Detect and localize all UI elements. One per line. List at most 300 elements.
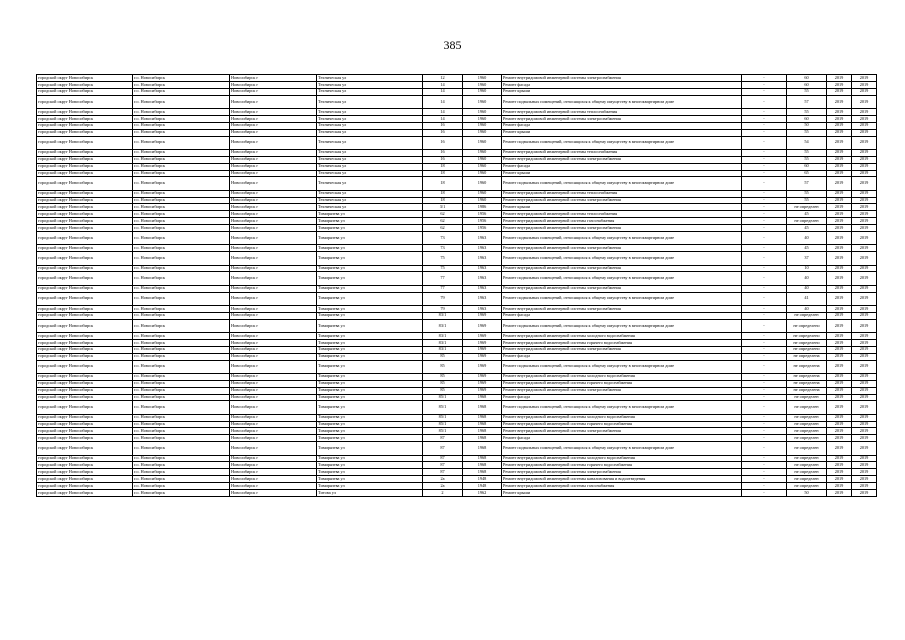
cost-cell: не определен <box>787 218 827 225</box>
start-year-cell: 2019 <box>827 75 852 82</box>
dash-cell: - <box>742 360 787 373</box>
year-cell: 1960 <box>463 156 502 163</box>
end-year-cell: 2019 <box>852 319 877 332</box>
year-cell: 1969 <box>463 373 502 380</box>
start-year-cell: 2019 <box>827 225 852 232</box>
house-number-cell: 16 <box>423 136 463 149</box>
house-number-cell: 85/1 <box>423 401 463 414</box>
city-cell: г.о. Новосибирск <box>133 435 230 442</box>
district-cell: городской округ Новосибирск <box>37 455 133 462</box>
district-cell: городской округ Новосибирск <box>37 360 133 373</box>
cost-cell: 54 <box>787 136 827 149</box>
cost-cell: не определен <box>787 428 827 435</box>
cost-cell: не определен <box>787 394 827 401</box>
end-year-cell: 2019 <box>852 115 877 122</box>
cost-cell: 40 <box>787 285 827 292</box>
district-cell: городской округ Новосибирск <box>37 122 133 129</box>
cost-cell: не определен <box>787 401 827 414</box>
cost-cell: не определен <box>787 455 827 462</box>
street-cell: Тимирязева ул <box>317 319 423 332</box>
start-year-cell: 2019 <box>827 394 852 401</box>
dash-cell: - <box>742 373 787 380</box>
house-number-cell: 87 <box>423 442 463 455</box>
street-cell: Тимирязева ул <box>317 346 423 353</box>
year-cell: 1960 <box>463 197 502 204</box>
start-year-cell: 2019 <box>827 476 852 483</box>
street-cell: Тимирязева ул <box>317 476 423 483</box>
year-cell: 1968 <box>463 428 502 435</box>
city-cell: г.о. Новосибирск <box>133 462 230 469</box>
work-type-cell: Ремонт подвальных помещений, относящихся к общему имуществу в многоквартирном доме <box>502 292 742 305</box>
house-number-cell: 14 <box>423 95 463 108</box>
dash-cell: - <box>742 394 787 401</box>
house-number-cell: 85/1 <box>423 421 463 428</box>
dash-cell: - <box>742 81 787 88</box>
street-cell: Тимирязева ул <box>317 469 423 476</box>
end-year-cell: 2019 <box>852 163 877 170</box>
street-cell: Тимирязева ул <box>317 387 423 394</box>
street-cell: Титова ул <box>317 490 423 497</box>
dash-cell: - <box>742 380 787 387</box>
table-row <box>37 380 877 387</box>
work-type-cell: Ремонт фасада <box>502 312 742 319</box>
start-year-cell: 2019 <box>827 232 852 245</box>
house-number-cell: 18 <box>423 177 463 190</box>
street-cell: Тимирязева ул <box>317 225 423 232</box>
year-cell: 1956 <box>463 218 502 225</box>
repair-register-table <box>36 74 877 497</box>
work-type-cell: Ремонт внутридомовой инженерной системы газоснабжения <box>502 218 742 225</box>
house-number-cell: 62 <box>423 218 463 225</box>
start-year-cell: 2019 <box>827 332 852 339</box>
cost-cell: не определен <box>787 312 827 319</box>
locality-cell: Новосибирск г <box>230 332 317 339</box>
work-type-cell: Ремонт внутридомовой инженерной системы теплоснабжения <box>502 149 742 156</box>
cost-cell: не определена <box>787 360 827 373</box>
locality-cell: Новосибирск г <box>230 285 317 292</box>
street-cell: Техническая ул <box>317 122 423 129</box>
city-cell: г.о. Новосибирск <box>133 490 230 497</box>
district-cell: городской округ Новосибирск <box>37 88 133 95</box>
locality-cell: Новосибирск г <box>230 428 317 435</box>
year-cell: 1963 <box>463 305 502 312</box>
locality-cell: Новосибирск г <box>230 177 317 190</box>
district-cell: городской округ Новосибирск <box>37 108 133 115</box>
year-cell: 1960 <box>463 136 502 149</box>
cost-cell: не определен <box>787 204 827 211</box>
dash-cell: - <box>742 170 787 177</box>
street-cell: Техническая ул <box>317 115 423 122</box>
year-cell: 1960 <box>463 75 502 82</box>
end-year-cell: 2019 <box>852 428 877 435</box>
end-year-cell: 2019 <box>852 346 877 353</box>
end-year-cell: 2019 <box>852 401 877 414</box>
start-year-cell: 2019 <box>827 312 852 319</box>
dash-cell: - <box>742 232 787 245</box>
year-cell: 1968 <box>463 435 502 442</box>
street-cell: Техническая ул <box>317 108 423 115</box>
year-cell: 1963 <box>463 285 502 292</box>
dash-cell: - <box>742 469 787 476</box>
house-number-cell: 75 <box>423 265 463 272</box>
city-cell: г.о. Новосибирск <box>133 136 230 149</box>
city-cell: г.о. Новосибирск <box>133 285 230 292</box>
street-cell: Тимирязева ул <box>317 211 423 218</box>
end-year-cell: 2019 <box>852 462 877 469</box>
locality-cell: Новосибирск г <box>230 170 317 177</box>
start-year-cell: 2019 <box>827 129 852 136</box>
cost-cell: не определен <box>787 469 827 476</box>
table-row <box>37 346 877 353</box>
street-cell: Тимирязева ул <box>317 252 423 265</box>
dash-cell: - <box>742 204 787 211</box>
work-type-cell: Ремонт крыши <box>502 170 742 177</box>
street-cell: Техническая ул <box>317 177 423 190</box>
city-cell: г.о. Новосибирск <box>133 163 230 170</box>
district-cell: городской округ Новосибирск <box>37 177 133 190</box>
table-row <box>37 218 877 225</box>
work-type-cell: Ремонт крыши <box>502 129 742 136</box>
street-cell: Тимирязева ул <box>317 218 423 225</box>
work-type-cell: Ремонт внутридомовой инженерной системы электроснабжения <box>502 285 742 292</box>
dash-cell: - <box>742 483 787 490</box>
work-type-cell: Ремонт фасада <box>502 353 742 360</box>
city-cell: г.о. Новосибирск <box>133 156 230 163</box>
year-cell: 1969 <box>463 346 502 353</box>
end-year-cell: 2019 <box>852 245 877 252</box>
dash-cell: - <box>742 115 787 122</box>
work-type-cell: Ремонт внутридомовой инженерной системы электроснабжения <box>502 265 742 272</box>
house-number-cell: 14 <box>423 115 463 122</box>
house-number-cell: 16 <box>423 156 463 163</box>
table-row <box>37 292 877 305</box>
work-type-cell: Ремонт фасада <box>502 122 742 129</box>
district-cell: городской округ Новосибирск <box>37 95 133 108</box>
locality-cell: Новосибирск г <box>230 483 317 490</box>
year-cell: 1960 <box>463 177 502 190</box>
city-cell: г.о. Новосибирск <box>133 442 230 455</box>
cost-cell: 57 <box>787 177 827 190</box>
cost-cell: 55 <box>787 88 827 95</box>
district-cell: городской округ Новосибирск <box>37 225 133 232</box>
locality-cell: Новосибирск г <box>230 81 317 88</box>
street-cell: Тимирязева ул <box>317 442 423 455</box>
work-type-cell: Ремонт внутридомовой инженерной системы электроснабжения <box>502 346 742 353</box>
end-year-cell: 2019 <box>852 122 877 129</box>
end-year-cell: 2019 <box>852 469 877 476</box>
table-row <box>37 88 877 95</box>
dash-cell: - <box>742 156 787 163</box>
city-cell: г.о. Новосибирск <box>133 197 230 204</box>
locality-cell: Новосибирск г <box>230 490 317 497</box>
table-row <box>37 490 877 497</box>
cost-cell: 55 <box>787 149 827 156</box>
year-cell: 1960 <box>463 190 502 197</box>
district-cell: городской округ Новосибирск <box>37 285 133 292</box>
city-cell: г.о. Новосибирск <box>133 401 230 414</box>
city-cell: г.о. Новосибирск <box>133 75 230 82</box>
locality-cell: Новосибирск г <box>230 232 317 245</box>
year-cell: 1960 <box>463 88 502 95</box>
start-year-cell: 2019 <box>827 177 852 190</box>
city-cell: г.о. Новосибирск <box>133 108 230 115</box>
year-cell: 1968 <box>463 469 502 476</box>
table-row <box>37 442 877 455</box>
table-row <box>37 115 877 122</box>
dash-cell: - <box>742 129 787 136</box>
house-number-cell: 16 <box>423 129 463 136</box>
cost-cell: 65 <box>787 170 827 177</box>
table-row <box>37 108 877 115</box>
year-cell: 1968 <box>463 414 502 421</box>
district-cell: городской округ Новосибирск <box>37 421 133 428</box>
city-cell: г.о. Новосибирск <box>133 272 230 285</box>
start-year-cell: 2019 <box>827 122 852 129</box>
street-cell: Тимирязева ул <box>317 360 423 373</box>
table-row <box>37 414 877 421</box>
dash-cell: - <box>742 305 787 312</box>
start-year-cell: 2019 <box>827 401 852 414</box>
year-cell: 1963 <box>463 252 502 265</box>
house-number-cell: 85 <box>423 373 463 380</box>
street-cell: Техническая ул <box>317 129 423 136</box>
work-type-cell: Ремонт внутридомовой инженерной системы горячего водоснабжения <box>502 380 742 387</box>
street-cell: Тимирязева ул <box>317 312 423 319</box>
start-year-cell: 2019 <box>827 170 852 177</box>
start-year-cell: 2019 <box>827 81 852 88</box>
table-row <box>37 75 877 82</box>
end-year-cell: 2019 <box>852 455 877 462</box>
house-number-cell: 16 <box>423 149 463 156</box>
end-year-cell: 2019 <box>852 435 877 442</box>
district-cell: городской округ Новосибирск <box>37 204 133 211</box>
register-body <box>37 75 877 497</box>
locality-cell: Новосибирск г <box>230 95 317 108</box>
end-year-cell: 2019 <box>852 177 877 190</box>
end-year-cell: 2019 <box>852 339 877 346</box>
year-cell: 1969 <box>463 339 502 346</box>
house-number-cell: 16 <box>423 122 463 129</box>
city-cell: г.о. Новосибирск <box>133 88 230 95</box>
street-cell: Тимирязева ул <box>317 292 423 305</box>
work-type-cell: Ремонт внутридомовой инженерной системы теплоснабжения <box>502 211 742 218</box>
locality-cell: Новосибирск г <box>230 108 317 115</box>
table-row <box>37 319 877 332</box>
dash-cell: - <box>742 401 787 414</box>
work-type-cell: Ремонт внутридомовой инженерной системы электроснабжения <box>502 428 742 435</box>
dash-cell: - <box>742 265 787 272</box>
start-year-cell: 2019 <box>827 204 852 211</box>
year-cell: 1968 <box>463 394 502 401</box>
street-cell: Тимирязева ул <box>317 332 423 339</box>
year-cell: 1960 <box>463 122 502 129</box>
cost-cell: 55 <box>787 108 827 115</box>
start-year-cell: 2019 <box>827 197 852 204</box>
start-year-cell: 2019 <box>827 108 852 115</box>
table-row <box>37 394 877 401</box>
district-cell: городской округ Новосибирск <box>37 75 133 82</box>
city-cell: г.о. Новосибирск <box>133 360 230 373</box>
dash-cell: - <box>742 312 787 319</box>
district-cell: городской округ Новосибирск <box>37 435 133 442</box>
year-cell: 1963 <box>463 265 502 272</box>
cost-cell: 45 <box>787 245 827 252</box>
city-cell: г.о. Новосибирск <box>133 380 230 387</box>
district-cell: городской округ Новосибирск <box>37 442 133 455</box>
city-cell: г.о. Новосибирск <box>133 455 230 462</box>
year-cell: 1960 <box>463 95 502 108</box>
table-row <box>37 476 877 483</box>
year-cell: 1962 <box>463 490 502 497</box>
house-number-cell: 83/1 <box>423 319 463 332</box>
house-number-cell: 77 <box>423 285 463 292</box>
year-cell: 1969 <box>463 353 502 360</box>
start-year-cell: 2019 <box>827 469 852 476</box>
locality-cell: Новосибирск г <box>230 394 317 401</box>
end-year-cell: 2019 <box>852 218 877 225</box>
start-year-cell: 2019 <box>827 272 852 285</box>
table-row <box>37 129 877 136</box>
cost-cell: 50 <box>787 490 827 497</box>
year-cell: 1960 <box>463 81 502 88</box>
city-cell: г.о. Новосибирск <box>133 265 230 272</box>
street-cell: Техническая ул <box>317 190 423 197</box>
end-year-cell: 2019 <box>852 305 877 312</box>
year-cell: 1948 <box>463 476 502 483</box>
street-cell: Техническая ул <box>317 88 423 95</box>
locality-cell: Новосибирск г <box>230 190 317 197</box>
street-cell: Тимирязева ул <box>317 414 423 421</box>
work-type-cell: Ремонт внутридомовой инженерной системы холодного водоснабжения <box>502 414 742 421</box>
city-cell: г.о. Новосибирск <box>133 218 230 225</box>
work-type-cell: Ремонт подвальных помещений, относящихся к общему имуществу в многоквартирном доме <box>502 319 742 332</box>
table-row <box>37 455 877 462</box>
house-number-cell: 14 <box>423 81 463 88</box>
year-cell: 1960 <box>463 163 502 170</box>
end-year-cell: 2019 <box>852 170 877 177</box>
district-cell: городской округ Новосибирск <box>37 190 133 197</box>
year-cell: 1968 <box>463 421 502 428</box>
work-type-cell: Ремонт подвальных помещений, относящихся к общему имуществу в многоквартирном доме <box>502 272 742 285</box>
year-cell: 1969 <box>463 360 502 373</box>
district-cell: городской округ Новосибирск <box>37 339 133 346</box>
dash-cell: - <box>742 88 787 95</box>
house-number-cell: 87 <box>423 462 463 469</box>
end-year-cell: 2019 <box>852 312 877 319</box>
street-cell: Тимирязева ул <box>317 462 423 469</box>
table-row <box>37 252 877 265</box>
year-cell: 1986 <box>463 204 502 211</box>
cost-cell: 60 <box>787 75 827 82</box>
cost-cell: 40 <box>787 232 827 245</box>
dash-cell: - <box>742 75 787 82</box>
dash-cell: - <box>742 421 787 428</box>
house-number-cell: 87 <box>423 435 463 442</box>
work-type-cell: Ремонт внутридомовой инженерной системы электроснабжения <box>502 197 742 204</box>
house-number-cell: 83/1 <box>423 332 463 339</box>
table-row <box>37 373 877 380</box>
locality-cell: Новосибирск г <box>230 204 317 211</box>
end-year-cell: 2019 <box>852 149 877 156</box>
house-number-cell: 18 <box>423 163 463 170</box>
dash-cell: - <box>742 285 787 292</box>
start-year-cell: 2019 <box>827 421 852 428</box>
locality-cell: Новосибирск г <box>230 469 317 476</box>
district-cell: городской округ Новосибирск <box>37 476 133 483</box>
year-cell: 1969 <box>463 380 502 387</box>
start-year-cell: 2019 <box>827 285 852 292</box>
dash-cell: - <box>742 149 787 156</box>
district-cell: городской округ Новосибирск <box>37 414 133 421</box>
dash-cell: - <box>742 414 787 421</box>
cost-cell: не определена <box>787 353 827 360</box>
district-cell: городской округ Новосибирск <box>37 149 133 156</box>
cost-cell: 45 <box>787 211 827 218</box>
city-cell: г.о. Новосибирск <box>133 245 230 252</box>
work-type-cell: Ремонт подвальных помещений, относящихся к общему имуществу в многоквартирном доме <box>502 136 742 149</box>
end-year-cell: 2019 <box>852 225 877 232</box>
city-cell: г.о. Новосибирск <box>133 122 230 129</box>
cost-cell: 55 <box>787 129 827 136</box>
locality-cell: Новосибирск г <box>230 455 317 462</box>
street-cell: Тимирязева ул <box>317 339 423 346</box>
city-cell: г.о. Новосибирск <box>133 204 230 211</box>
dash-cell: - <box>742 95 787 108</box>
start-year-cell: 2019 <box>827 380 852 387</box>
work-type-cell: Ремонт крыши <box>502 204 742 211</box>
end-year-cell: 2019 <box>852 81 877 88</box>
work-type-cell: Ремонт внутридомовой инженерной системы горячего водоснабжения <box>502 462 742 469</box>
locality-cell: Новосибирск г <box>230 75 317 82</box>
city-cell: г.о. Новосибирск <box>133 339 230 346</box>
start-year-cell: 2019 <box>827 95 852 108</box>
dash-cell: - <box>742 122 787 129</box>
end-year-cell: 2019 <box>852 373 877 380</box>
end-year-cell: 2019 <box>852 232 877 245</box>
end-year-cell: 2019 <box>852 476 877 483</box>
dash-cell: - <box>742 163 787 170</box>
table-row <box>37 197 877 204</box>
table-row <box>37 163 877 170</box>
dash-cell: - <box>742 292 787 305</box>
start-year-cell: 2019 <box>827 319 852 332</box>
start-year-cell: 2019 <box>827 163 852 170</box>
city-cell: г.о. Новосибирск <box>133 346 230 353</box>
house-number-cell: 2а <box>423 483 463 490</box>
house-number-cell: 79 <box>423 305 463 312</box>
cost-cell: не определена <box>787 387 827 394</box>
locality-cell: Новосибирск г <box>230 163 317 170</box>
start-year-cell: 2019 <box>827 305 852 312</box>
work-type-cell: Ремонт фасада <box>502 435 742 442</box>
city-cell: г.о. Новосибирск <box>133 190 230 197</box>
house-number-cell: 73 <box>423 232 463 245</box>
end-year-cell: 2019 <box>852 272 877 285</box>
dash-cell: - <box>742 211 787 218</box>
cost-cell: 41 <box>787 292 827 305</box>
city-cell: г.о. Новосибирск <box>133 312 230 319</box>
dash-cell: - <box>742 476 787 483</box>
cost-cell: не определено <box>787 319 827 332</box>
work-type-cell: Ремонт фасада <box>502 163 742 170</box>
work-type-cell: Ремонт внутридомовой инженерной системы электроснабжения <box>502 225 742 232</box>
house-number-cell: 87 <box>423 455 463 462</box>
city-cell: г.о. Новосибирск <box>133 353 230 360</box>
dash-cell: - <box>742 190 787 197</box>
street-cell: Техническая ул <box>317 163 423 170</box>
city-cell: г.о. Новосибирск <box>133 319 230 332</box>
city-cell: г.о. Новосибирск <box>133 469 230 476</box>
